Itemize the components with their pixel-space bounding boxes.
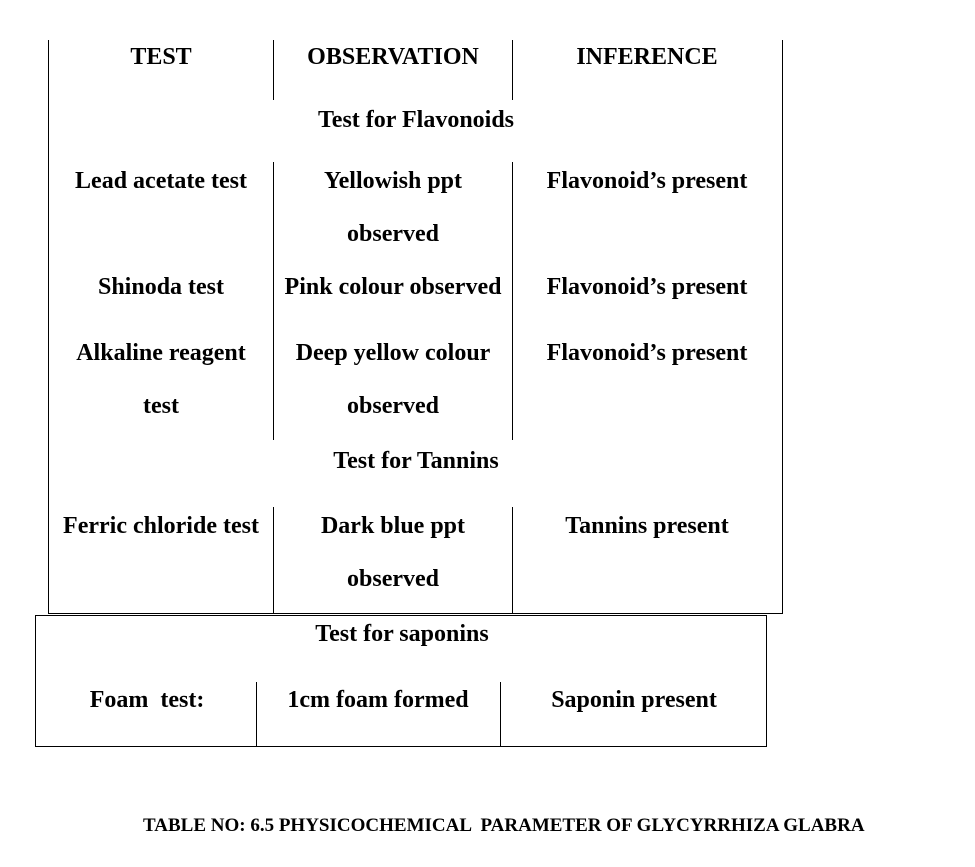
column-divider [273, 507, 274, 614]
cell-observation-line2: observed [347, 566, 439, 592]
cell-inference: Saponin present [551, 687, 717, 713]
saponin-box-left [35, 615, 36, 747]
saponin-box-bottom [35, 746, 767, 747]
cell-inference: Tannins present [565, 513, 729, 539]
cell-observation-line2: observed [347, 393, 439, 419]
cell-observation: 1cm foam formed [287, 687, 469, 713]
table-border-bottom [48, 613, 783, 614]
cell-observation-line2: observed [347, 221, 439, 247]
table-border-left [48, 40, 49, 614]
saponin-box-top [35, 615, 767, 616]
cell-test-alkaline-line2: test [143, 393, 179, 419]
cell-test-ferric-chloride: Ferric chloride test [63, 513, 259, 539]
header-inference: INFERENCE [576, 44, 718, 70]
column-divider [512, 40, 513, 100]
section-title-flavonoids: Test for Flavonoids [317, 107, 515, 133]
column-divider [273, 162, 274, 440]
header-observation: OBSERVATION [307, 44, 479, 70]
section-title-tannins: Test for Tannins [333, 448, 499, 474]
section-title-saponins: Test for saponins [315, 621, 489, 647]
saponin-box-right [766, 615, 767, 747]
cell-observation-line1: Yellowish ppt [323, 168, 463, 194]
cell-inference: Flavonoid’s present [546, 274, 748, 300]
cell-test-alkaline-line1: Alkaline reagent [76, 340, 246, 366]
header-test: TEST [130, 44, 192, 70]
cell-test-lead-acetate: Lead acetate test [75, 168, 247, 194]
cell-test-shinoda: Shinoda test [97, 274, 225, 300]
cell-test-foam: Foam test: [89, 687, 205, 713]
column-divider [512, 507, 513, 614]
column-divider [500, 682, 501, 747]
column-divider [273, 40, 274, 100]
cell-observation: Pink colour observed [284, 274, 502, 300]
cell-observation-line1: Dark blue ppt [320, 513, 466, 539]
table-border-right [782, 40, 783, 614]
cell-inference: Flavonoid’s present [546, 340, 748, 366]
cell-inference: Flavonoid’s present [546, 168, 748, 194]
cell-observation-line1: Deep yellow colour [295, 340, 491, 366]
column-divider [512, 162, 513, 440]
table-caption: TABLE NO: 6.5 PHYSICOCHEMICAL PARAMETER OF GLYCYRRHIZA GLABRA [143, 815, 865, 836]
column-divider [256, 682, 257, 747]
